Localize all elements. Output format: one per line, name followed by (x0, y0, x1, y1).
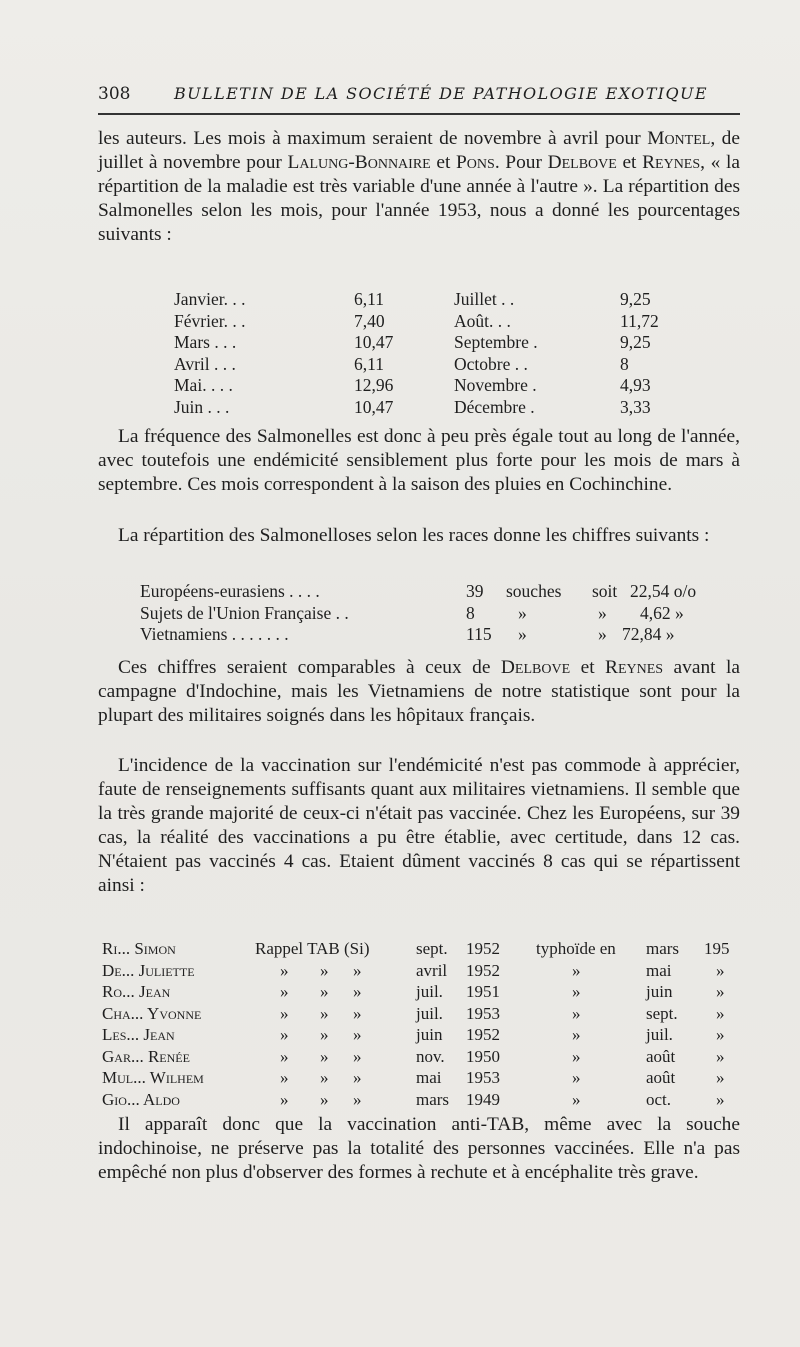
table-row (174, 375, 694, 397)
patient-name: De... Juliette (102, 960, 195, 980)
ditto-mark: » (716, 1003, 725, 1023)
race-percent: 22,54 o/o (630, 581, 697, 601)
ditto-mark: » (320, 1068, 329, 1087)
vaccination-month: avril (416, 960, 448, 980)
table-row (140, 603, 700, 625)
vaccination-month: mai (416, 1068, 442, 1087)
month-value: 10,47 (354, 332, 394, 352)
page-number: 308 (98, 84, 131, 104)
paragraph-2: La fréquence des Salmonelles est donc à peu près égale tout au long de l'année, avec toutefois une endémicité sensiblement plus forte pour les mois de mars à septembre. Ces mois correspondent à la saison des pluies en Cochinchine. (98, 426, 740, 495)
ditto-mark: » (280, 1089, 289, 1109)
disease-month: juin (646, 982, 673, 1001)
author-name: Delbove (547, 152, 617, 173)
month-label: Janvier. . . (174, 289, 246, 309)
disease-month: août (646, 1046, 676, 1066)
disease-month: oct. (646, 1089, 672, 1109)
month-value: 7,40 (354, 310, 385, 331)
race-soit: » (598, 624, 607, 644)
race-percent: 72,84 » (622, 624, 675, 644)
month-label: Mai. . . . (174, 375, 233, 395)
ditto-mark: » (716, 1068, 725, 1087)
ditto-mark: » (280, 1025, 289, 1044)
race-unit: » (518, 602, 527, 623)
race-count: 8 (466, 602, 475, 623)
ditto-mark: » (572, 1025, 581, 1044)
patient-name: Ro... Jean (102, 982, 171, 1001)
table-row (98, 1067, 748, 1089)
table-row (98, 1003, 748, 1025)
race-soit: soit (592, 581, 618, 601)
vaccination-month: juil. (416, 1003, 443, 1023)
table-row (140, 624, 700, 646)
text: . Pour (494, 152, 548, 173)
vaccination-month: mars (416, 1089, 450, 1109)
paragraph-4 (98, 656, 740, 728)
ditto-mark: » (572, 982, 581, 1001)
paragraph-1 (98, 127, 740, 247)
text: et (430, 152, 457, 173)
vaccination-year: 1951 (466, 982, 500, 1001)
text: les auteurs. Les mois à maximum seraient de novembre à avril pour (98, 128, 648, 149)
ditto-mark: » (320, 1046, 329, 1066)
table-row (174, 311, 694, 333)
ditto-mark: » (320, 1003, 329, 1023)
month-label: Septembre . (454, 332, 538, 352)
ditto-mark: » (280, 982, 289, 1001)
patient-name: Cha... Yvonne (102, 1003, 202, 1023)
author-name: Delbove (500, 657, 571, 678)
author-name: Montel (647, 128, 711, 149)
table-row (98, 1046, 748, 1068)
month-value: 12,96 (354, 375, 394, 395)
disease-month: août (646, 1068, 676, 1087)
months-table (174, 289, 694, 418)
table-row (174, 354, 694, 376)
ditto-mark: » (716, 960, 725, 980)
author-name: Pons (456, 152, 495, 173)
ditto-mark: » (280, 960, 289, 980)
month-label: Juillet . . (454, 289, 515, 309)
month-value: 3,33 (620, 396, 651, 417)
month-value: 8 (620, 353, 629, 374)
month-value: 9,25 (620, 289, 651, 309)
vaccination-year: 1953 (466, 1003, 500, 1023)
text: et (616, 152, 643, 173)
ditto-mark: » (353, 1089, 362, 1109)
month-label: Octobre . . (454, 353, 528, 374)
text: , « la répartition de la maladie est très variable d'une année à l'autre ». La répartition des Salmonelles selon les mois, pour l'année 1953, nous a donné les pourcentages suivants : (98, 152, 740, 245)
month-value: 10,47 (354, 396, 394, 417)
vaccination-year: 1952 (466, 1025, 500, 1044)
month-label: Avril . . . (174, 353, 236, 374)
race-count: 115 (466, 624, 492, 644)
vaccination-year: 1952 (466, 939, 500, 958)
race-label: Vietnamiens . . . . . . . (140, 624, 289, 644)
disease-label: typhoïde en (536, 939, 616, 958)
vaccination-month: juin (416, 1025, 443, 1044)
ditto-mark: » (716, 1089, 725, 1109)
ditto-mark: » (572, 1089, 581, 1109)
patient-name: Gio... Aldo (102, 1089, 180, 1109)
table-row (98, 981, 748, 1003)
month-value: 11,72 (620, 310, 659, 331)
race-label: Européens-eurasiens . . . . (140, 581, 320, 601)
month-label: Novembre . (454, 375, 537, 395)
page-header (98, 84, 740, 110)
ditto-mark: » (320, 960, 329, 980)
month-label: Mars . . . (174, 332, 237, 352)
month-value: 6,11 (354, 353, 384, 374)
ditto-mark: » (353, 982, 362, 1001)
month-label: Juin . . . (174, 396, 230, 417)
vaccination-month: nov. (416, 1046, 445, 1066)
race-count: 39 (466, 581, 484, 601)
race-soit: » (598, 602, 607, 623)
patient-name: Gar... Renée (102, 1046, 190, 1066)
ditto-mark: » (320, 982, 329, 1001)
table-row (174, 289, 694, 311)
table-row (140, 581, 700, 603)
header-rule (98, 113, 740, 115)
ditto-mark: » (572, 960, 581, 980)
month-value: 4,93 (620, 375, 651, 395)
ditto-mark: » (353, 1003, 362, 1023)
vaccination-year: 1952 (466, 960, 500, 980)
text: Ces chiffres seraient comparables à ceux de (118, 657, 501, 678)
month-label: Décembre . (454, 396, 535, 417)
patient-name: Les... Jean (102, 1025, 175, 1044)
ditto-mark: » (280, 1068, 289, 1087)
paragraph-5: L'incidence de la vaccination sur l'endémicité n'est pas commode à apprécier, faute de renseignements suffisants quant aux militaires vietnamiens. Il semble que la très grande majorité de ceux-ci n'était pas vaccinée. Chez les Européens, sur 39 cas, la réalité des vaccinations a pu être établie, avec certitude, dans 12 cas. N'étaient pas vaccinés 4 cas. Etaient dûment vaccinés 8 cas qui se répartissent ainsi : (98, 755, 740, 896)
ditto-mark: » (320, 1025, 329, 1044)
disease-month: mars (646, 939, 680, 958)
vaccination-month: sept. (416, 939, 448, 958)
ditto-mark: » (353, 960, 362, 980)
ditto-mark: » (716, 1025, 725, 1044)
ditto-mark: » (716, 1046, 725, 1066)
race-percent: 4,62 » (640, 602, 684, 623)
table-row (98, 960, 748, 982)
table-row (174, 397, 694, 419)
ditto-mark: » (353, 1025, 362, 1044)
ditto-mark: » (716, 982, 725, 1001)
disease-month: mai (646, 960, 672, 980)
running-title: BULLETIN DE LA SOCIÉTÉ DE PATHOLOGIE EXOTIQUE (174, 84, 708, 103)
paragraph-6: Il apparaît donc que la vaccination anti-TAB, même avec la souche indochinoise, ne préserve pas la totalité des personnes vaccinées. Elle n'a pas empêché non plus d'observer des formes à rechute et à encéphalite très grave. (98, 1114, 740, 1183)
vaccination-year: 1949 (466, 1089, 500, 1109)
ditto-mark: » (572, 1003, 581, 1023)
table-row (174, 332, 694, 354)
patient-name: Ri... Simon (102, 939, 176, 958)
races-table (140, 581, 700, 646)
vaccination-year: 1950 (466, 1046, 500, 1066)
month-label: Août. . . (454, 310, 511, 331)
month-label: Février. . . (174, 310, 246, 331)
ditto-mark: » (320, 1089, 329, 1109)
text: et (570, 657, 606, 678)
ditto-mark: » (572, 1046, 581, 1066)
ditto-mark: » (280, 1046, 289, 1066)
ditto-mark: » (353, 1068, 362, 1087)
race-unit: » (518, 624, 527, 644)
ditto-mark: » (353, 1046, 362, 1066)
month-value: 9,25 (620, 332, 651, 352)
text: avant la campagne d'Indochine, mais les Vietnamiens de notre statistique sont pour la plupart des militaires soignés dans les hôpitaux français. (98, 657, 740, 726)
vaccination-year: 1953 (466, 1068, 500, 1087)
paragraph-3: La répartition des Salmonelloses selon les races donne les chiffres suivants : (118, 525, 710, 546)
month-value: 6,11 (354, 289, 384, 309)
author-name: Reynes (605, 657, 664, 678)
table-row (98, 938, 748, 960)
table-row (98, 1089, 748, 1111)
patient-name: Mul... Wilhem (102, 1068, 204, 1087)
race-label: Sujets de l'Union Française . . (140, 602, 349, 623)
text: , de juillet à novembre pour (98, 128, 740, 173)
vaccination-month: juil. (416, 982, 443, 1001)
author-name: Lalung-Bonnaire (287, 152, 431, 173)
vaccination-table (98, 938, 748, 1110)
table-row (98, 1024, 748, 1046)
author-name: Reynes (642, 152, 701, 173)
ditto-mark: » (280, 1003, 289, 1023)
disease-month: juil. (646, 1025, 673, 1044)
race-unit: souches (506, 581, 562, 601)
rappel-label: Rappel TAB (Si) (255, 939, 370, 958)
disease-month: sept. (646, 1003, 678, 1023)
disease-year: 195 (704, 939, 730, 958)
ditto-mark: » (572, 1068, 581, 1087)
